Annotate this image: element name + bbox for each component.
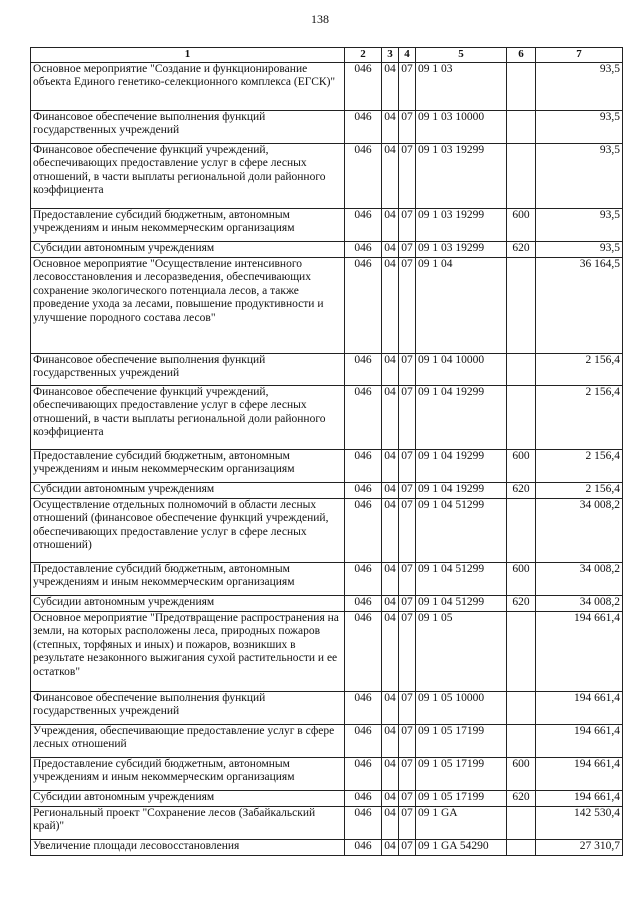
table-row	[31, 595, 623, 611]
row-amount-cell: 93,5	[536, 143, 623, 208]
table-row	[31, 208, 623, 241]
row-expense-type-cell	[507, 110, 536, 143]
row-expense-type-cell: 600	[507, 449, 536, 482]
row-section-cell: 04	[382, 385, 399, 449]
row-grbs-cell: 046	[345, 757, 382, 790]
column-header-3: 3	[382, 48, 399, 63]
row-name-cell: Основное мероприятие "Осуществление интенсивного лесовосстановления и лесоразведения, обеспечивающих сохранение экологического потенциала лесов, а также проведение ухода за лесами, повышение продуктивности и улучшение породного состава лесов"	[31, 257, 345, 353]
row-expense-type-cell: 620	[507, 790, 536, 806]
table-row	[31, 482, 623, 498]
row-expense-type-cell	[507, 385, 536, 449]
row-amount-cell: 2 156,4	[536, 482, 623, 498]
row-target-article-cell: 09 1 03 19299	[416, 208, 507, 241]
page-number: 138	[311, 12, 329, 26]
row-grbs-cell: 046	[345, 353, 382, 385]
row-amount-cell: 36 164,5	[536, 257, 623, 353]
row-grbs-cell: 046	[345, 611, 382, 691]
row-name-cell: Предоставление субсидий бюджетным, автономным учреждениям и иным некоммерческим организациям	[31, 562, 345, 595]
row-expense-type-cell: 620	[507, 241, 536, 257]
row-amount-cell: 27 310,7	[536, 839, 623, 855]
row-grbs-cell: 046	[345, 595, 382, 611]
table-row	[31, 691, 623, 724]
row-expense-type-cell	[507, 62, 536, 110]
table-row	[31, 839, 623, 855]
row-amount-cell: 93,5	[536, 208, 623, 241]
row-amount-cell: 2 156,4	[536, 353, 623, 385]
row-name-cell: Финансовое обеспечение выполнения функций государственных учреждений	[31, 691, 345, 724]
row-target-article-cell: 09 1 05	[416, 611, 507, 691]
row-name-cell: Субсидии автономным учреждениям	[31, 241, 345, 257]
row-section-cell: 04	[382, 724, 399, 757]
row-target-article-cell: 09 1 04 51299	[416, 562, 507, 595]
row-expense-type-cell: 600	[507, 562, 536, 595]
row-section-cell: 04	[382, 611, 399, 691]
row-target-article-cell: 09 1 04 19299	[416, 449, 507, 482]
row-expense-type-cell	[507, 143, 536, 208]
row-expense-type-cell: 600	[507, 208, 536, 241]
row-name-cell: Субсидии автономным учреждениям	[31, 790, 345, 806]
row-name-cell: Осуществление отдельных полномочий в области лесных отношений (финансовое обеспечение функций учреждений, обеспечивающих предоставление услуг в сфере лесных отношений)	[31, 498, 345, 562]
row-grbs-cell: 046	[345, 839, 382, 855]
row-amount-cell: 142 530,4	[536, 806, 623, 839]
row-grbs-cell: 046	[345, 208, 382, 241]
row-amount-cell: 2 156,4	[536, 449, 623, 482]
table-row	[31, 562, 623, 595]
row-expense-type-cell	[507, 611, 536, 691]
row-expense-type-cell	[507, 806, 536, 839]
row-subsection-cell: 07	[399, 257, 416, 353]
row-amount-cell: 194 661,4	[536, 691, 623, 724]
row-name-cell: Финансовое обеспечение функций учреждений, обеспечивающих предоставление услуг в сфере лесных отношений, в части выплаты региональной доли районного коэффициента	[31, 385, 345, 449]
table-body	[31, 62, 623, 855]
column-header-4: 4	[399, 48, 416, 63]
row-expense-type-cell	[507, 353, 536, 385]
table-row	[31, 143, 623, 208]
row-section-cell: 04	[382, 449, 399, 482]
row-target-article-cell: 09 1 04	[416, 257, 507, 353]
table-row	[31, 353, 623, 385]
row-name-cell: Субсидии автономным учреждениям	[31, 595, 345, 611]
column-header-1: 1	[31, 48, 345, 63]
row-grbs-cell: 046	[345, 62, 382, 110]
row-section-cell: 04	[382, 498, 399, 562]
column-header-7: 7	[536, 48, 623, 63]
table-row	[31, 724, 623, 757]
row-subsection-cell: 07	[399, 691, 416, 724]
row-subsection-cell: 07	[399, 482, 416, 498]
row-section-cell: 04	[382, 691, 399, 724]
table-row	[31, 757, 623, 790]
row-expense-type-cell	[507, 839, 536, 855]
row-name-cell: Региональный проект "Сохранение лесов (Забайкальский край)"	[31, 806, 345, 839]
row-amount-cell: 93,5	[536, 110, 623, 143]
table-row	[31, 257, 623, 353]
row-amount-cell: 34 008,2	[536, 562, 623, 595]
row-grbs-cell: 046	[345, 562, 382, 595]
row-grbs-cell: 046	[345, 691, 382, 724]
row-grbs-cell: 046	[345, 385, 382, 449]
table-row	[31, 498, 623, 562]
row-grbs-cell: 046	[345, 806, 382, 839]
row-name-cell: Предоставление субсидий бюджетным, автономным учреждениям и иным некоммерческим организациям	[31, 208, 345, 241]
row-target-article-cell: 09 1 03	[416, 62, 507, 110]
row-target-article-cell: 09 1 03 19299	[416, 241, 507, 257]
row-amount-cell: 194 661,4	[536, 757, 623, 790]
row-subsection-cell: 07	[399, 724, 416, 757]
row-expense-type-cell	[507, 257, 536, 353]
row-target-article-cell: 09 1 05 17199	[416, 757, 507, 790]
row-expense-type-cell: 620	[507, 482, 536, 498]
row-subsection-cell: 07	[399, 62, 416, 110]
row-section-cell: 04	[382, 482, 399, 498]
row-target-article-cell: 09 1 04 10000	[416, 353, 507, 385]
row-target-article-cell: 09 1 05 10000	[416, 691, 507, 724]
row-section-cell: 04	[382, 110, 399, 143]
row-name-cell: Предоставление субсидий бюджетным, автономным учреждениям и иным некоммерческим организациям	[31, 757, 345, 790]
column-header-2: 2	[345, 48, 382, 63]
row-amount-cell: 93,5	[536, 62, 623, 110]
row-subsection-cell: 07	[399, 241, 416, 257]
row-name-cell: Основное мероприятие "Создание и функционирование объекта Единого генетико-селекционного комплекса (ЕГСК)"	[31, 62, 345, 110]
row-section-cell: 04	[382, 839, 399, 855]
column-header-5: 5	[416, 48, 507, 63]
row-name-cell: Предоставление субсидий бюджетным, автономным учреждениям и иным некоммерческим организациям	[31, 449, 345, 482]
table-row	[31, 790, 623, 806]
header-row	[31, 48, 623, 63]
row-grbs-cell: 046	[345, 110, 382, 143]
row-subsection-cell: 07	[399, 498, 416, 562]
row-subsection-cell: 07	[399, 806, 416, 839]
row-target-article-cell: 09 1 GA 54290	[416, 839, 507, 855]
row-subsection-cell: 07	[399, 110, 416, 143]
row-grbs-cell: 046	[345, 143, 382, 208]
row-name-cell: Финансовое обеспечение выполнения функций государственных учреждений	[31, 110, 345, 143]
row-section-cell: 04	[382, 257, 399, 353]
row-amount-cell: 2 156,4	[536, 385, 623, 449]
row-section-cell: 04	[382, 353, 399, 385]
row-amount-cell: 34 008,2	[536, 498, 623, 562]
row-section-cell: 04	[382, 143, 399, 208]
row-subsection-cell: 07	[399, 208, 416, 241]
row-target-article-cell: 09 1 GA	[416, 806, 507, 839]
row-target-article-cell: 09 1 05 17199	[416, 790, 507, 806]
row-section-cell: 04	[382, 241, 399, 257]
row-subsection-cell: 07	[399, 353, 416, 385]
table-row	[31, 62, 623, 110]
row-amount-cell: 194 661,4	[536, 790, 623, 806]
row-subsection-cell: 07	[399, 790, 416, 806]
row-grbs-cell: 046	[345, 257, 382, 353]
row-subsection-cell: 07	[399, 385, 416, 449]
table-row	[31, 241, 623, 257]
row-grbs-cell: 046	[345, 724, 382, 757]
row-section-cell: 04	[382, 208, 399, 241]
table-row	[31, 611, 623, 691]
row-target-article-cell: 09 1 04 51299	[416, 498, 507, 562]
row-name-cell: Увеличение площади лесовосстановления	[31, 839, 345, 855]
row-name-cell: Субсидии автономным учреждениям	[31, 482, 345, 498]
row-subsection-cell: 07	[399, 143, 416, 208]
row-section-cell: 04	[382, 757, 399, 790]
row-section-cell: 04	[382, 595, 399, 611]
row-target-article-cell: 09 1 05 17199	[416, 724, 507, 757]
row-target-article-cell: 09 1 04 19299	[416, 482, 507, 498]
row-expense-type-cell	[507, 498, 536, 562]
table-row	[31, 110, 623, 143]
table-row	[31, 806, 623, 839]
row-name-cell: Финансовое обеспечение функций учреждений, обеспечивающих предоставление услуг в сфере лесных отношений, в части выплаты региональной доли районного коэффициента	[31, 143, 345, 208]
row-expense-type-cell	[507, 691, 536, 724]
table-row	[31, 385, 623, 449]
row-section-cell: 04	[382, 562, 399, 595]
row-grbs-cell: 046	[345, 241, 382, 257]
row-subsection-cell: 07	[399, 449, 416, 482]
row-amount-cell: 34 008,2	[536, 595, 623, 611]
row-grbs-cell: 046	[345, 482, 382, 498]
row-expense-type-cell: 600	[507, 757, 536, 790]
row-name-cell: Основное мероприятие "Предотвращение распространения на земли, на которых расположены леса, природных пожаров (степных, торфяных и иных) и пожаров, возникших в результате незаконного выжигания сухой растительности и ее остатков"	[31, 611, 345, 691]
row-section-cell: 04	[382, 806, 399, 839]
row-target-article-cell: 09 1 04 19299	[416, 385, 507, 449]
row-section-cell: 04	[382, 790, 399, 806]
row-grbs-cell: 046	[345, 498, 382, 562]
budget-table	[30, 47, 623, 856]
row-name-cell: Учреждения, обеспечивающие предоставление услуг в сфере лесных отношений	[31, 724, 345, 757]
row-subsection-cell: 07	[399, 595, 416, 611]
row-target-article-cell: 09 1 03 19299	[416, 143, 507, 208]
column-header-6: 6	[507, 48, 536, 63]
table-row	[31, 449, 623, 482]
row-expense-type-cell	[507, 724, 536, 757]
row-subsection-cell: 07	[399, 839, 416, 855]
row-grbs-cell: 046	[345, 449, 382, 482]
row-expense-type-cell: 620	[507, 595, 536, 611]
row-subsection-cell: 07	[399, 757, 416, 790]
row-amount-cell: 194 661,4	[536, 724, 623, 757]
row-target-article-cell: 09 1 03 10000	[416, 110, 507, 143]
row-subsection-cell: 07	[399, 611, 416, 691]
row-grbs-cell: 046	[345, 790, 382, 806]
row-amount-cell: 194 661,4	[536, 611, 623, 691]
row-subsection-cell: 07	[399, 562, 416, 595]
row-target-article-cell: 09 1 04 51299	[416, 595, 507, 611]
row-name-cell: Финансовое обеспечение выполнения функций государственных учреждений	[31, 353, 345, 385]
row-section-cell: 04	[382, 62, 399, 110]
row-amount-cell: 93,5	[536, 241, 623, 257]
